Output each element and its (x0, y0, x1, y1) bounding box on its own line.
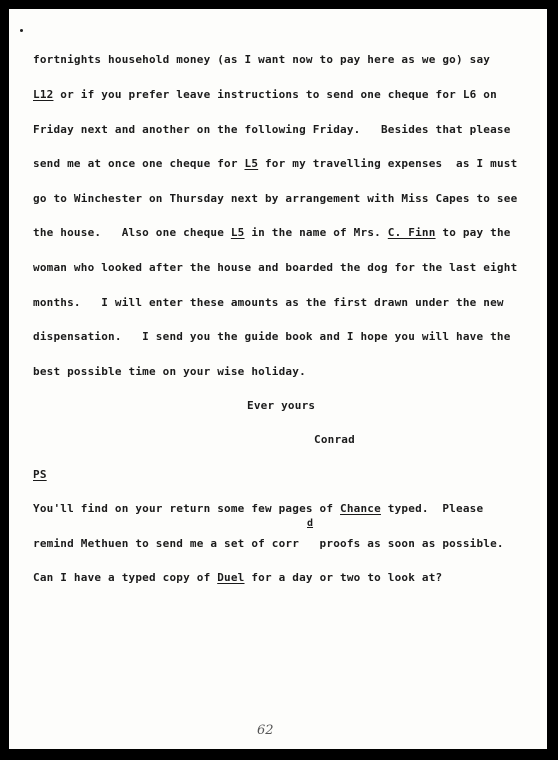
payee-name: C. Finn (387, 226, 436, 239)
title-chance: Chance (340, 502, 381, 515)
postscript-line-1-b: typed. Please (380, 502, 484, 515)
page-number: 62 (257, 723, 274, 738)
letter-line-10: best possible time on your wise holiday. (33, 365, 306, 378)
letter-line-6 (33, 226, 511, 239)
letter-line-6-a: the house. Also one cheque (33, 226, 231, 239)
letter-line-5: go to Winchester on Thursday next by arrangement with Miss Capes to see (33, 192, 518, 205)
ink-speck (20, 29, 23, 32)
signature: Conrad (314, 433, 355, 446)
title-duel: Duel (217, 571, 245, 584)
postscript-line-3-a: Can I have a typed copy of (33, 571, 218, 584)
postscript-label: PS (33, 468, 47, 481)
postscript-line-1-a: You'll find on your return some few pages of (33, 502, 341, 515)
letter-line-1: fortnights household money (as I want now to pay here as we go) say (33, 53, 491, 66)
closing: Ever yours (247, 399, 316, 412)
letter-line-3: Friday next and another on the following Friday. Besides that please (33, 123, 511, 136)
letter-page (9, 9, 547, 749)
postscript-line-3-b: for a day or two to look at? (244, 571, 443, 584)
amount-l5-second: L5 (230, 226, 245, 239)
letter-line-6-c: to pay the (435, 226, 511, 239)
letter-line-6-b: in the name of Mrs. (244, 226, 388, 239)
letter-line-2-text: or if you prefer leave instructions to send one cheque for L6 on (53, 88, 497, 101)
letter-line-4-b: for my travelling expenses as I must (258, 157, 518, 170)
letter-line-2 (33, 88, 497, 101)
letter-line-4-a: send me at once one cheque for (33, 157, 245, 170)
postscript-line-1 (33, 502, 483, 515)
postscript-line-3 (33, 571, 442, 584)
letter-line-4 (33, 157, 517, 170)
letter-line-9: dispensation. I send you the guide book and I hope you will have the (33, 330, 511, 343)
letter-line-7: woman who looked after the house and boarded the dog for the last eight (33, 261, 518, 274)
handwritten-insertion: d (307, 518, 314, 529)
amount-l12: L12 (33, 88, 54, 101)
postscript-line-2: remind Methuen to send me a set of corr proofs as soon as possible. (33, 537, 504, 550)
amount-l5: L5 (244, 157, 259, 170)
letter-line-8: months. I will enter these amounts as the first drawn under the new (33, 296, 504, 309)
